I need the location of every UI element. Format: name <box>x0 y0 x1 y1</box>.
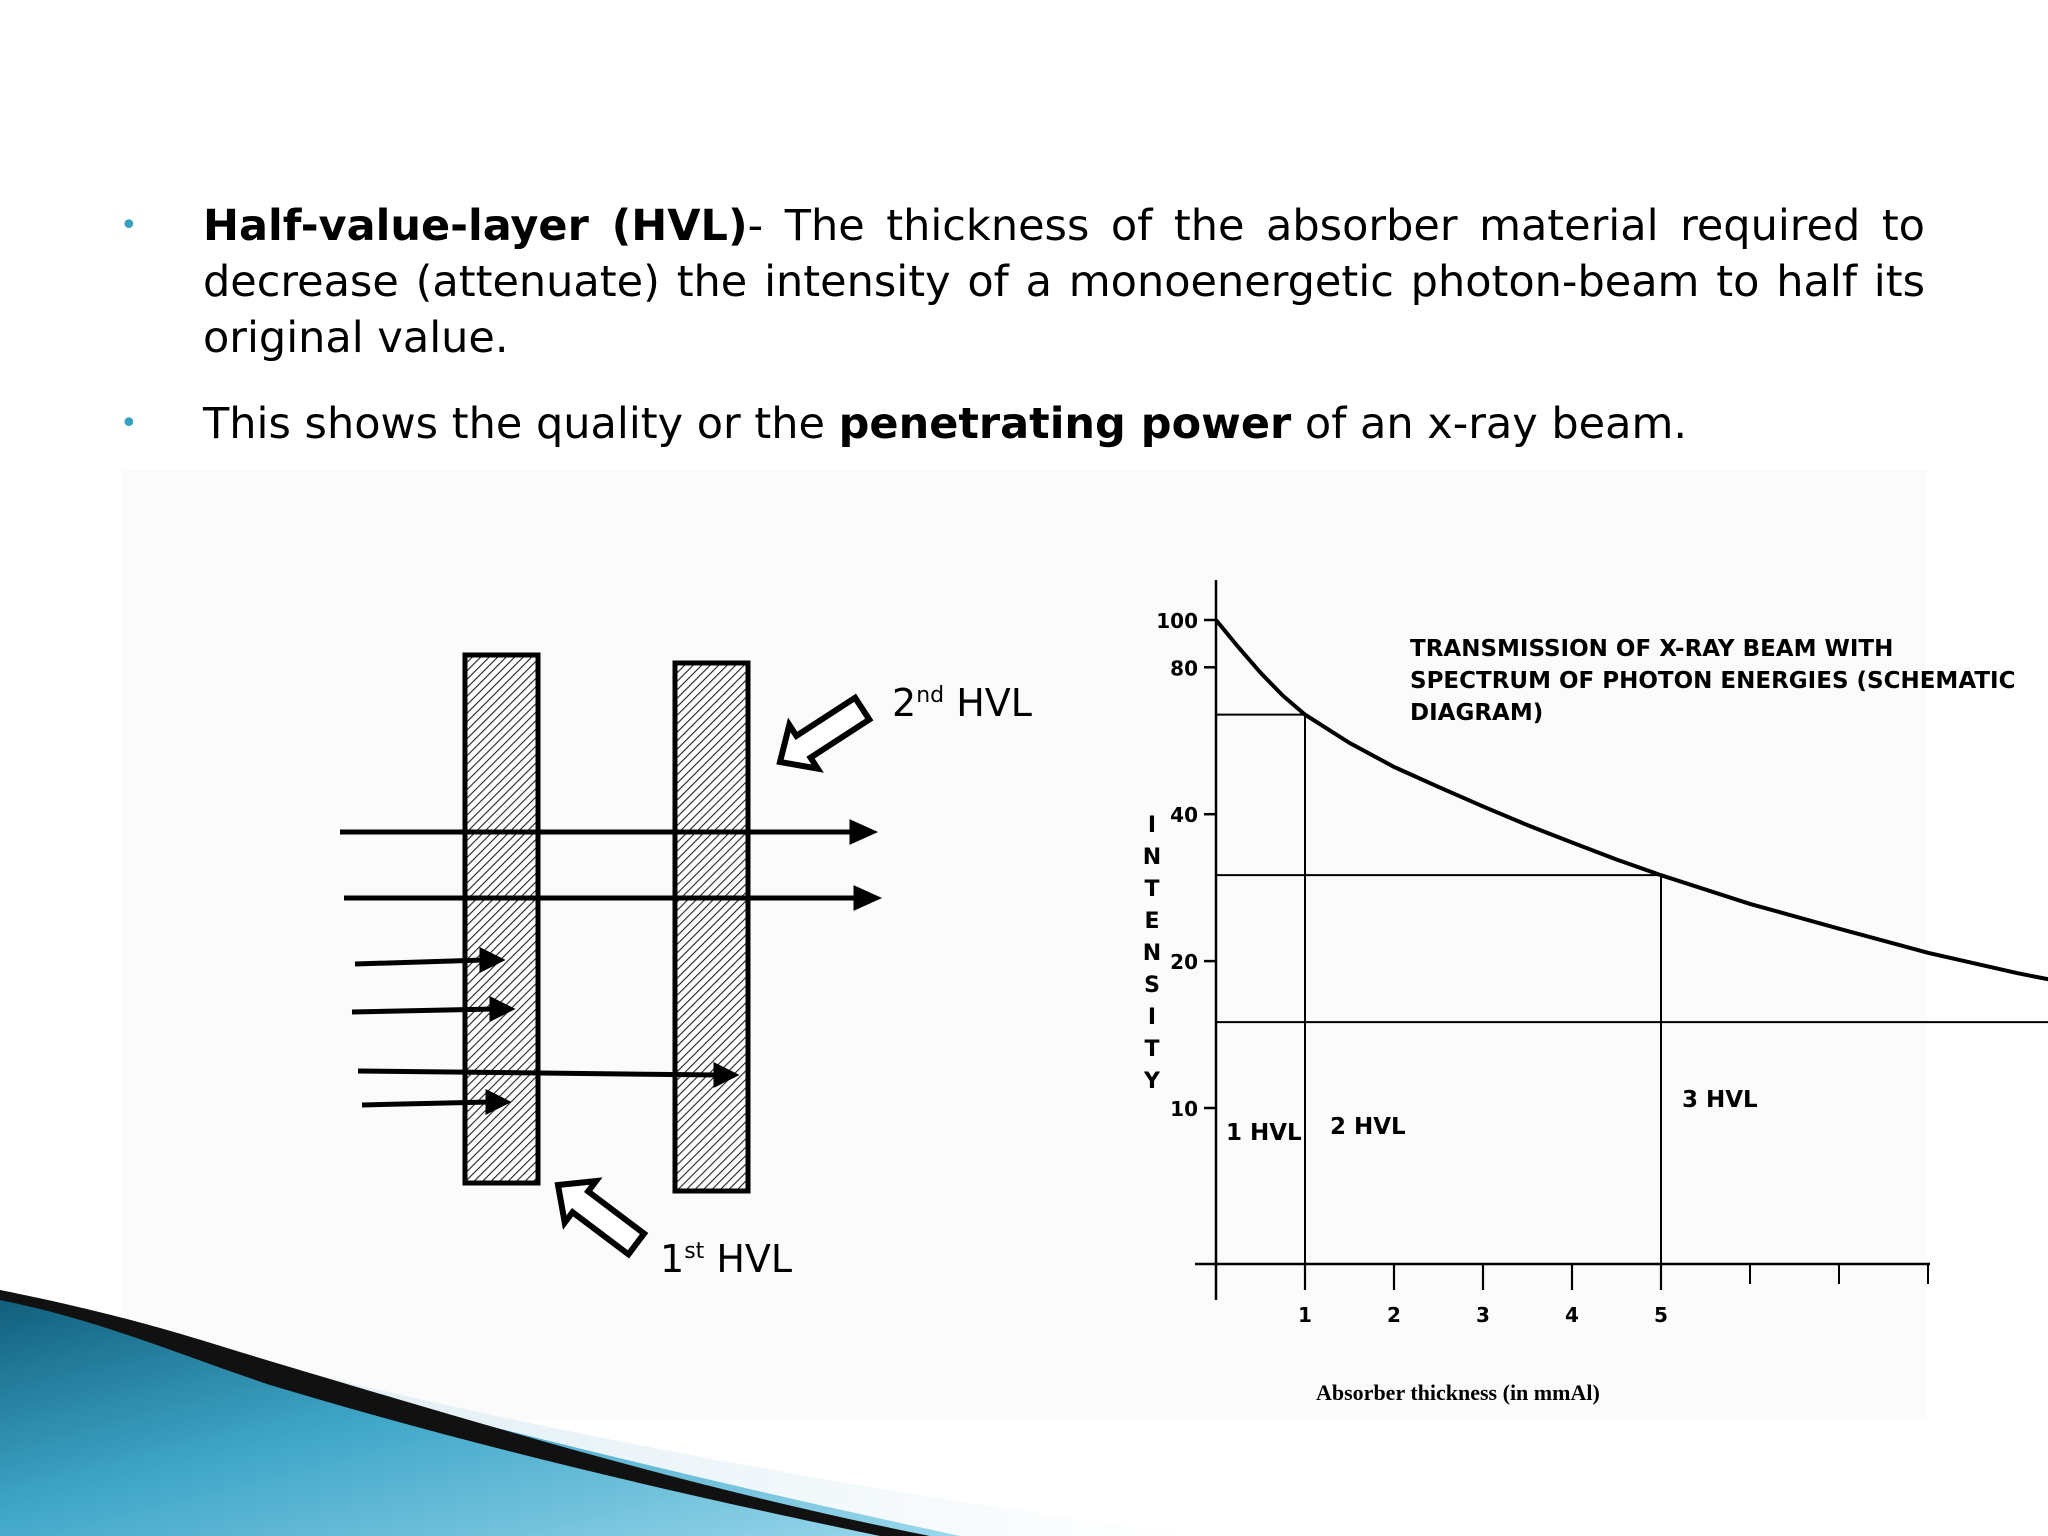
chart-title-line: TRANSMISSION OF X-RAY BEAM WITH <box>1410 636 1894 662</box>
y-label-letter: I <box>1147 813 1157 838</box>
x-tick-label: 4 <box>1565 1303 1579 1327</box>
y-label-letter: T <box>1144 877 1160 902</box>
bullet-text-post: of an x-ray beam. <box>1291 399 1688 449</box>
y-label-letter: N <box>1142 845 1162 870</box>
x-tick-label: 1 <box>1298 1303 1312 1327</box>
first-hvl-label: 1st HVL <box>660 1237 793 1281</box>
y-label-letter: N <box>1142 941 1162 966</box>
y-label-letter: I <box>1147 1005 1157 1030</box>
hvl-definition: - The thickness of the absorber material required to decrease (attenuate) the intensity of a monoenergetic photon-beam to half its original value. <box>203 201 1925 363</box>
y-label-letter: Y <box>1144 1069 1160 1094</box>
chart-title-line: SPECTRUM OF PHOTON ENERGIES (SCHEMATIC <box>1410 668 2016 694</box>
x-axis-label: Absorber thickness (in mmAl) <box>1316 1380 1600 1405</box>
y-tick-label: 20 <box>1170 950 1198 975</box>
bullet-dot-icon: • <box>120 208 138 243</box>
y-tick-label: 40 <box>1170 803 1198 828</box>
y-tick-label: 10 <box>1170 1097 1198 1121</box>
hvl-region-label-2: 2 HVL <box>1330 1114 1406 1140</box>
bullet-text-pre: This shows the quality or the <box>203 399 839 449</box>
bullet-dot-icon: • <box>120 406 138 441</box>
y-axis-label <box>1143 813 1161 1094</box>
beam-absorbed-2 <box>352 1009 494 1012</box>
hvl-region-label-3: 3 HVL <box>1682 1087 1758 1113</box>
x-tick-label: 2 <box>1387 1303 1401 1327</box>
y-label-letter: S <box>1144 973 1160 998</box>
x-tick-label: 3 <box>1476 1303 1490 1327</box>
y-tick-label: 80 <box>1170 656 1198 681</box>
penetrating-power-term: penetrating power <box>838 399 1292 449</box>
chart-title-line: DIAGRAM) <box>1410 700 1544 726</box>
y-label-letter: T <box>1144 1037 1160 1062</box>
beam-absorbed-4 <box>362 1102 490 1105</box>
y-tick-label: 100 <box>1156 609 1198 633</box>
diagram-panel <box>122 470 1927 1420</box>
y-label-letter: E <box>1144 909 1160 934</box>
second-hvl-label: 2nd HVL <box>892 681 1032 725</box>
hvl-region-label-1: 1 HVL <box>1226 1120 1302 1146</box>
hvl-term: Half-value-layer (HVL) <box>203 201 748 251</box>
second-absorber-slab <box>675 663 748 1191</box>
x-tick-label: 5 <box>1654 1303 1668 1327</box>
